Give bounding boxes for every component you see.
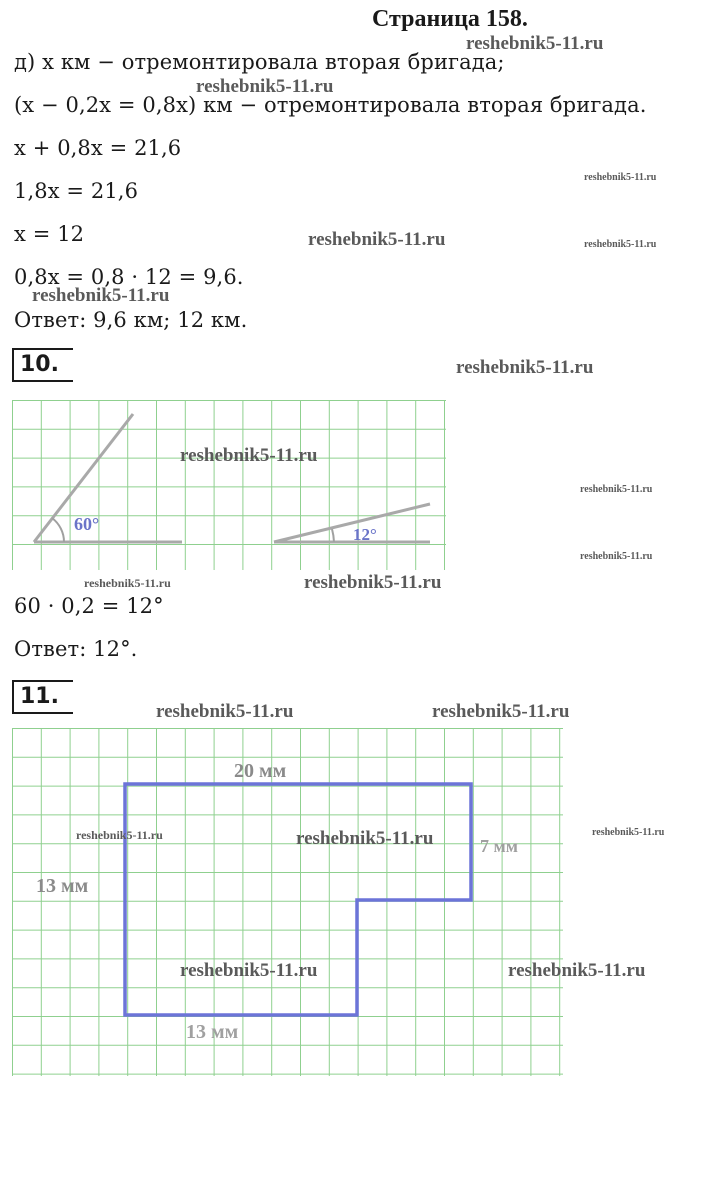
solution-line-4: 1,8x = 21,6 bbox=[14, 179, 139, 203]
watermark: reshebnik5-11.ru bbox=[592, 827, 665, 838]
angle1-arc bbox=[52, 518, 64, 542]
watermark: reshebnik5-11.ru bbox=[580, 551, 653, 562]
label-top: 20 мм bbox=[234, 760, 287, 782]
watermark: reshebnik5-11.ru bbox=[196, 76, 334, 97]
task10-calc: 60 · 0,2 = 12° bbox=[14, 594, 164, 618]
task-number-10: 10. bbox=[12, 348, 73, 382]
watermark: reshebnik5-11.ru bbox=[180, 445, 318, 466]
angles-grid-figure bbox=[12, 400, 446, 570]
angle2-arc bbox=[332, 529, 334, 542]
watermark: reshebnik5-11.ru bbox=[466, 33, 604, 54]
label-right: 7 мм bbox=[480, 836, 519, 856]
solution-line-3: x + 0,8x = 21,6 bbox=[14, 136, 182, 160]
watermark: reshebnik5-11.ru bbox=[584, 239, 657, 250]
watermark: reshebnik5-11.ru bbox=[32, 285, 170, 306]
solution-answer: Ответ: 9,6 км; 12 км. bbox=[14, 308, 248, 332]
watermark: reshebnik5-11.ru bbox=[180, 960, 318, 981]
task10-answer: Ответ: 12°. bbox=[14, 637, 138, 661]
task-number-11: 11. bbox=[12, 680, 73, 714]
watermark: reshebnik5-11.ru bbox=[296, 828, 434, 849]
watermark: reshebnik5-11.ru bbox=[84, 576, 171, 590]
label-bottom: 13 мм bbox=[186, 1021, 239, 1043]
angle2-label: 12° bbox=[353, 525, 377, 544]
solution-line-6: 0,8x = 0,8 · 12 = 9,6. bbox=[14, 265, 244, 289]
polygon-grid-figure bbox=[12, 728, 563, 1076]
solution-line-1: д) x км − отремонтировала вторая бригада; bbox=[14, 50, 505, 74]
label-left: 13 мм bbox=[36, 875, 89, 897]
watermark: reshebnik5-11.ru bbox=[432, 701, 570, 722]
angle1-label: 60° bbox=[74, 514, 100, 534]
solution-line-5: x = 12 bbox=[14, 222, 85, 246]
watermark: reshebnik5-11.ru bbox=[76, 828, 163, 842]
watermark: reshebnik5-11.ru bbox=[304, 572, 442, 593]
watermark: reshebnik5-11.ru bbox=[456, 357, 594, 378]
solution-line-2: (x − 0,2x = 0,8x) км − отремонтировала вторая бригада. bbox=[14, 93, 647, 117]
watermark: reshebnik5-11.ru bbox=[308, 229, 446, 250]
angle2-side-ray bbox=[274, 504, 430, 542]
watermark: reshebnik5-11.ru bbox=[508, 960, 646, 981]
page-title: Страница 158. bbox=[372, 6, 528, 32]
watermark: reshebnik5-11.ru bbox=[584, 172, 657, 183]
watermark: reshebnik5-11.ru bbox=[156, 701, 294, 722]
watermark: reshebnik5-11.ru bbox=[580, 484, 653, 495]
